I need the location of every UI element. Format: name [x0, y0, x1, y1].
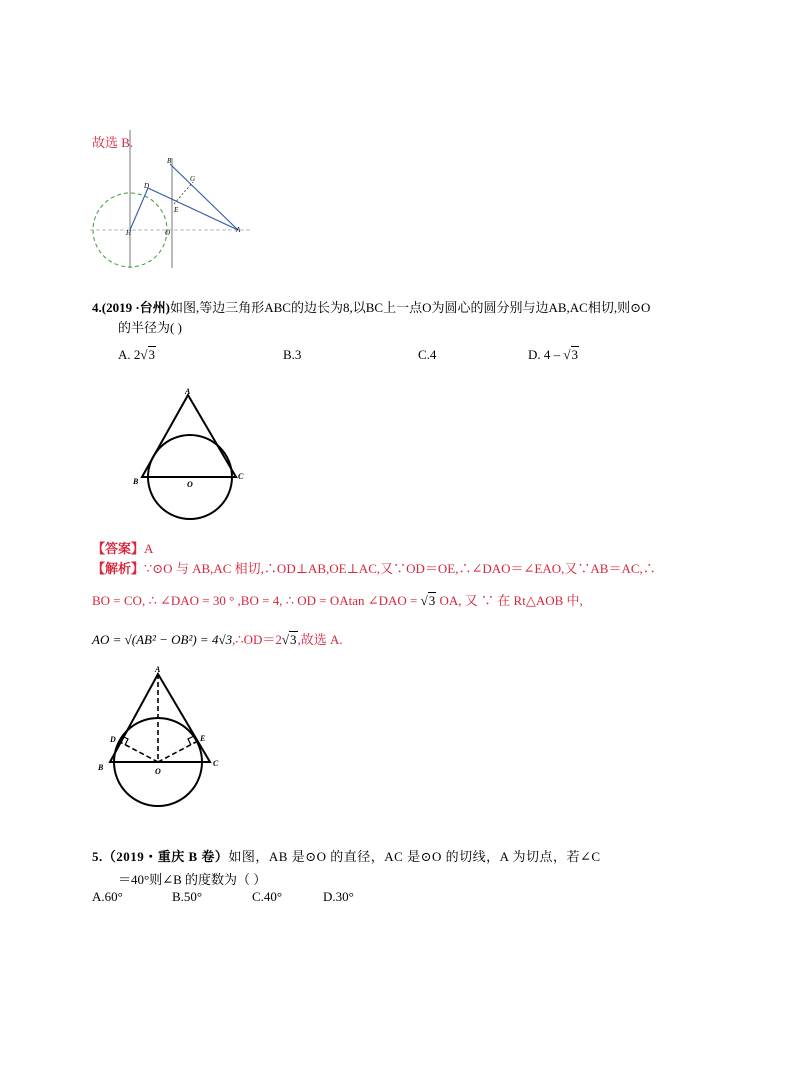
label-A: A: [155, 665, 161, 674]
q5-option-c: C.40°: [252, 889, 283, 904]
answer-tag: 【答案】: [92, 541, 145, 556]
label-B: B: [167, 157, 172, 165]
label-O: O: [155, 767, 161, 776]
q4-stem-text: 如图,等边三角形ABC的边长为8,以BC上一点O为圆心的圆分别与边AB,AC相切,则⊙O: [170, 300, 651, 315]
q4-answer: [92, 538, 153, 557]
q4-analysis-line1: 【解析】∵⊙O 与 AB,AC 相切,∴OD⊥AB,OE⊥AC,又∵OD＝OE,∴∠DAO＝∠EAO,又∵AB＝AC,∴: [92, 561, 656, 576]
label-E: E: [174, 206, 179, 214]
q4-analysis-line3: AO = √(AB² − OB²) = 4√3,∴OD＝2√3,故选 A.: [92, 632, 343, 647]
label-H: H: [126, 229, 132, 237]
label-O: O: [165, 229, 171, 237]
q5-option-d: D.30°: [323, 889, 354, 904]
q4-analysis-line2: BO = CO, ∴ ∠DAO = 30 ° ,BO = 4, ∴ OD = OAtan ∠DAO = √3 OA, 又 ∵ 在 Rt△AOB 中,: [92, 593, 583, 608]
q5-option-b: B.50°: [172, 889, 203, 904]
q4-option-a: A. 2√3: [118, 347, 156, 362]
prev-conclusion: 故选 B.: [92, 135, 134, 150]
q4-option-d: D. 4 – √3: [528, 347, 579, 362]
label-C: C: [238, 472, 244, 481]
q5-stem-line2: ＝40°则∠B 的度数为（ ）: [118, 872, 267, 887]
label-G: G: [190, 175, 196, 183]
q4-option-c: C.4: [418, 347, 437, 362]
figure-q4-triangle: [130, 385, 250, 525]
q5-number: 5.: [92, 849, 103, 864]
label-D: D: [144, 182, 150, 190]
q5-stem-line1: 5.（2019・重庆 B 卷）如图，AB 是⊙O 的直径，AC 是⊙O 的切线，A 为切点，若∠C: [92, 849, 601, 864]
label-D: D: [110, 735, 116, 744]
label-O: O: [187, 480, 193, 489]
figure-prev-geometry: [90, 128, 250, 268]
label-B: B: [133, 477, 139, 486]
formula-ao: AO = √(AB² − OB²) = 4√3: [92, 632, 233, 647]
q4-number: 4.: [92, 300, 102, 315]
figure-q4-solution: [90, 662, 230, 812]
q4-stem-line2: 的半径为( ): [118, 320, 182, 335]
label-B: B: [98, 763, 104, 772]
q4-stem-line1: [92, 297, 650, 316]
label-A: A: [236, 226, 241, 234]
label-C: C: [213, 759, 219, 768]
answer-value: A: [144, 541, 154, 556]
analysis-tag: 【解析】: [92, 561, 145, 576]
q4-option-b: B.3: [283, 347, 302, 362]
q5-option-a: A.60°: [92, 889, 123, 904]
q5-source: （2019・重庆 B 卷）: [102, 849, 229, 864]
label-E: E: [200, 734, 206, 743]
q4-source: (2019 ·台州): [101, 300, 170, 315]
label-A: A: [185, 387, 191, 396]
